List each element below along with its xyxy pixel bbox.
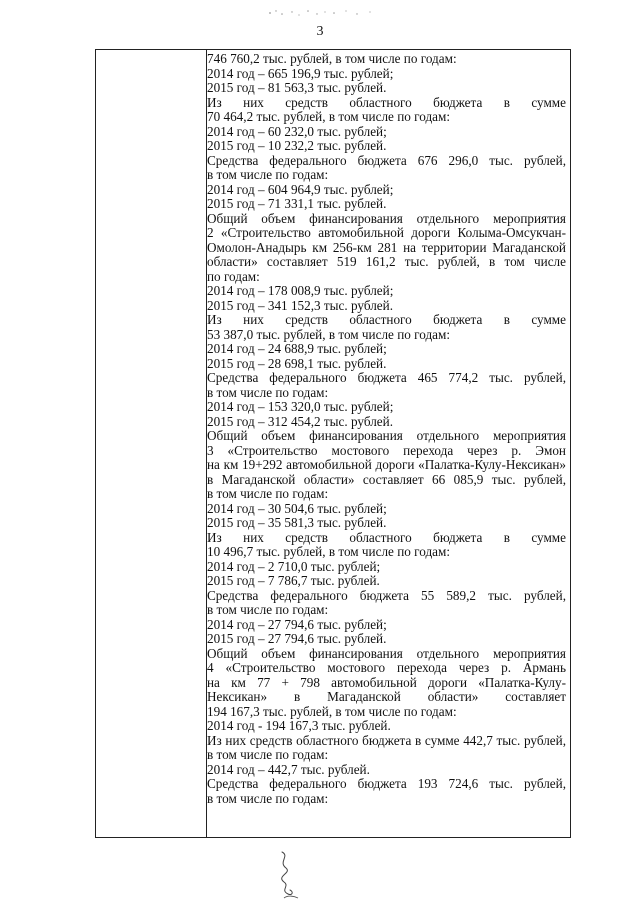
text-line: 2014 год – 27 794,6 тыс. рублей; bbox=[207, 617, 387, 632]
table-text-cell bbox=[207, 52, 566, 806]
text-line: 2014 год – 60 232,0 тыс. рублей; bbox=[207, 124, 387, 139]
text-line: 70 464,2 тыс. рублей, в том числе по годам: bbox=[207, 110, 451, 124]
table-left-cell bbox=[96, 50, 207, 837]
text-line: 2014 год – 665 196,9 тыс. рублей; bbox=[207, 66, 394, 81]
text-line: 194 167,3 тыс. рублей, в том числе по годам: bbox=[207, 704, 457, 719]
text-line: 4 «Строительство мостового перехода через р. Армань bbox=[207, 661, 566, 675]
text-line: в том числе по годам: bbox=[207, 168, 329, 182]
text-line: Из них средств областного бюджета в сумме bbox=[207, 530, 566, 545]
text-line: области» составляет 519 161,2 тыс. рублей, в том числе bbox=[207, 255, 566, 269]
page-number: 3 bbox=[316, 24, 324, 39]
text-line: на км 77 + 798 автомобильной дороги «Палатка-Кулу- bbox=[207, 675, 566, 690]
text-line: 2015 год – 71 331,1 тыс. рублей. bbox=[207, 197, 387, 211]
text-line: в том числе по годам: bbox=[207, 603, 329, 617]
text-line: Общий объем финансирования отдельного мероприятия bbox=[207, 211, 566, 226]
handwritten-signature bbox=[268, 848, 308, 900]
text-line: Средства федерального бюджета 193 724,6 тыс. рублей, bbox=[207, 777, 566, 791]
text-line: в том числе по годам: bbox=[207, 748, 329, 762]
text-line: 746 760,2 тыс. рублей, в том числе по годам: bbox=[207, 52, 457, 66]
text-line: 2014 год – 153 320,0 тыс. рублей; bbox=[207, 400, 394, 414]
text-line: 10 496,7 тыс. рублей, в том числе по годам: bbox=[207, 545, 451, 559]
text-line: 2015 год – 35 581,3 тыс. рублей. bbox=[207, 516, 387, 530]
text-line: 2015 год – 27 794,6 тыс. рублей. bbox=[207, 632, 387, 646]
text-line: 2015 год – 28 698,1 тыс. рублей. bbox=[207, 356, 387, 371]
text-line: в том числе по годам: bbox=[207, 487, 329, 501]
text-line: 2015 год – 81 563,3 тыс. рублей. bbox=[207, 81, 387, 95]
text-line: 3 «Строительство мостового перехода через р. Эмон bbox=[207, 443, 566, 458]
text-line: Омолон-Анадырь км 256-км 281 на территории Магаданской bbox=[207, 240, 566, 255]
text-line: Общий объем финансирования отдельного мероприятия bbox=[207, 646, 566, 661]
text-line: 2014 год – 30 504,6 тыс. рублей; bbox=[207, 501, 387, 516]
text-line: в том числе по годам: bbox=[207, 791, 329, 806]
text-line: 2015 год – 10 232,2 тыс. рублей. bbox=[207, 139, 387, 153]
text-line: 2014 год – 442,7 тыс. рублей. bbox=[207, 762, 370, 777]
text-line: Из них средств областного бюджета в сумме 442,7 тыс. рублей, bbox=[207, 733, 566, 748]
text-line: 2014 год – 24 688,9 тыс. рублей; bbox=[207, 342, 387, 356]
text-line: 2015 год – 341 152,3 тыс. рублей. bbox=[207, 298, 393, 313]
text-line: Средства федерального бюджета 676 296,0 тыс. рублей, bbox=[207, 153, 566, 168]
text-line: 2015 год – 312 454,2 тыс. рублей. bbox=[207, 414, 393, 429]
text-line: Нексикан» в Магаданской области» составляет bbox=[207, 690, 566, 704]
text-line: 2014 год – 604 964,9 тыс. рублей; bbox=[207, 182, 394, 197]
text-line: 2015 год – 7 786,7 тыс. рублей. bbox=[207, 574, 380, 588]
text-line: на км 19+292 автомобильной дороги «Палатка-Кулу-Нексикан» bbox=[207, 458, 566, 472]
financing-table bbox=[95, 49, 571, 838]
text-line: 2014 год - 194 167,3 тыс. рублей. bbox=[207, 719, 391, 733]
text-line: 2014 год – 2 710,0 тыс. рублей; bbox=[207, 559, 381, 574]
text-line: в Магаданской области» составляет 66 085,9 тыс. рублей, bbox=[207, 472, 566, 487]
text-line: Из них средств областного бюджета в сумме bbox=[207, 95, 566, 110]
text-line: 53 387,0 тыс. рублей, в том числе по годам: bbox=[207, 327, 451, 342]
text-line: Средства федерального бюджета 465 774,2 тыс. рублей, bbox=[207, 371, 566, 385]
text-line: по годам: bbox=[207, 269, 260, 284]
text-line: 2014 год – 178 008,9 тыс. рублей; bbox=[207, 284, 394, 298]
scan-smudge bbox=[262, 6, 382, 20]
text-line: Из них средств областного бюджета в сумме bbox=[207, 313, 566, 327]
text-line: Общий объем финансирования отдельного мероприятия bbox=[207, 429, 566, 443]
text-line: в том числе по годам: bbox=[207, 385, 329, 400]
text-line: 2 «Строительство автомобильной дороги Колыма-Омсукчан- bbox=[207, 226, 566, 240]
text-line: Средства федерального бюджета 55 589,2 тыс. рублей, bbox=[207, 588, 566, 603]
